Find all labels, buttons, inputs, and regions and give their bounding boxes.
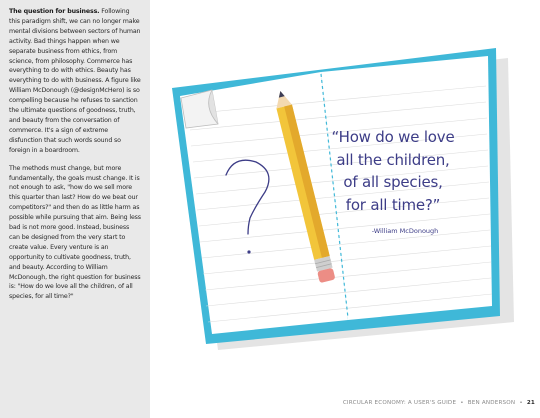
footer-separator-2: • — [519, 400, 523, 406]
quote-attribution: -William McDonough — [371, 227, 439, 235]
quote-line-3: of all species, — [343, 173, 443, 191]
question-mark-dot — [247, 250, 250, 253]
paragraph-2: The methods must change, but more fundamentally, the goals must change. It is not enough to ask, "how do we sell more this quarter than last? How do we beat our competitors?" and then do as little harm as possible while pursuing that aim. Being less bad is not more good. Instead, business can be designed from the very start to create value. Every venture is an opportunity to cultivate goodness, truth, and beauty. According to William McDonough, the right question for business is: "How do we love all the children, of all species, for all time?" — [9, 164, 141, 301]
quote-line-4: for all time?” — [345, 195, 441, 214]
page-number: 21 — [526, 400, 535, 406]
paragraph-1-text: Following this paradigm shift, we can no longer make mental divisions between sectors of human activity. Bad things happen when we separate business from ethics, from science, from philosophy. Commerce has everything to do with ethics. Beauty has everything to do with business. A figure like William McDonough (@designMcHero) is so compelling because he refuses to sanction the ultimate questions of goodness, truth, and beauty from the conversation of commerce. It's a sign of extreme disfunction that such words sound so foreign in a boardroom. — [9, 8, 141, 154]
quote-line-1: “How do we love — [331, 128, 455, 146]
quote-line-2: all the children, — [336, 150, 450, 169]
footer-author: BEN ANDERSON — [467, 400, 516, 406]
footer-separator-1: • — [460, 400, 464, 406]
page-footer — [290, 400, 535, 406]
quote-block — [318, 126, 468, 216]
body-text-column — [9, 7, 141, 310]
footer-book-title: CIRCULAR ECONOMY: A USER'S GUIDE — [342, 400, 457, 406]
paragraph-1 — [9, 7, 141, 156]
lead-heading: The question for business. — [9, 8, 100, 15]
